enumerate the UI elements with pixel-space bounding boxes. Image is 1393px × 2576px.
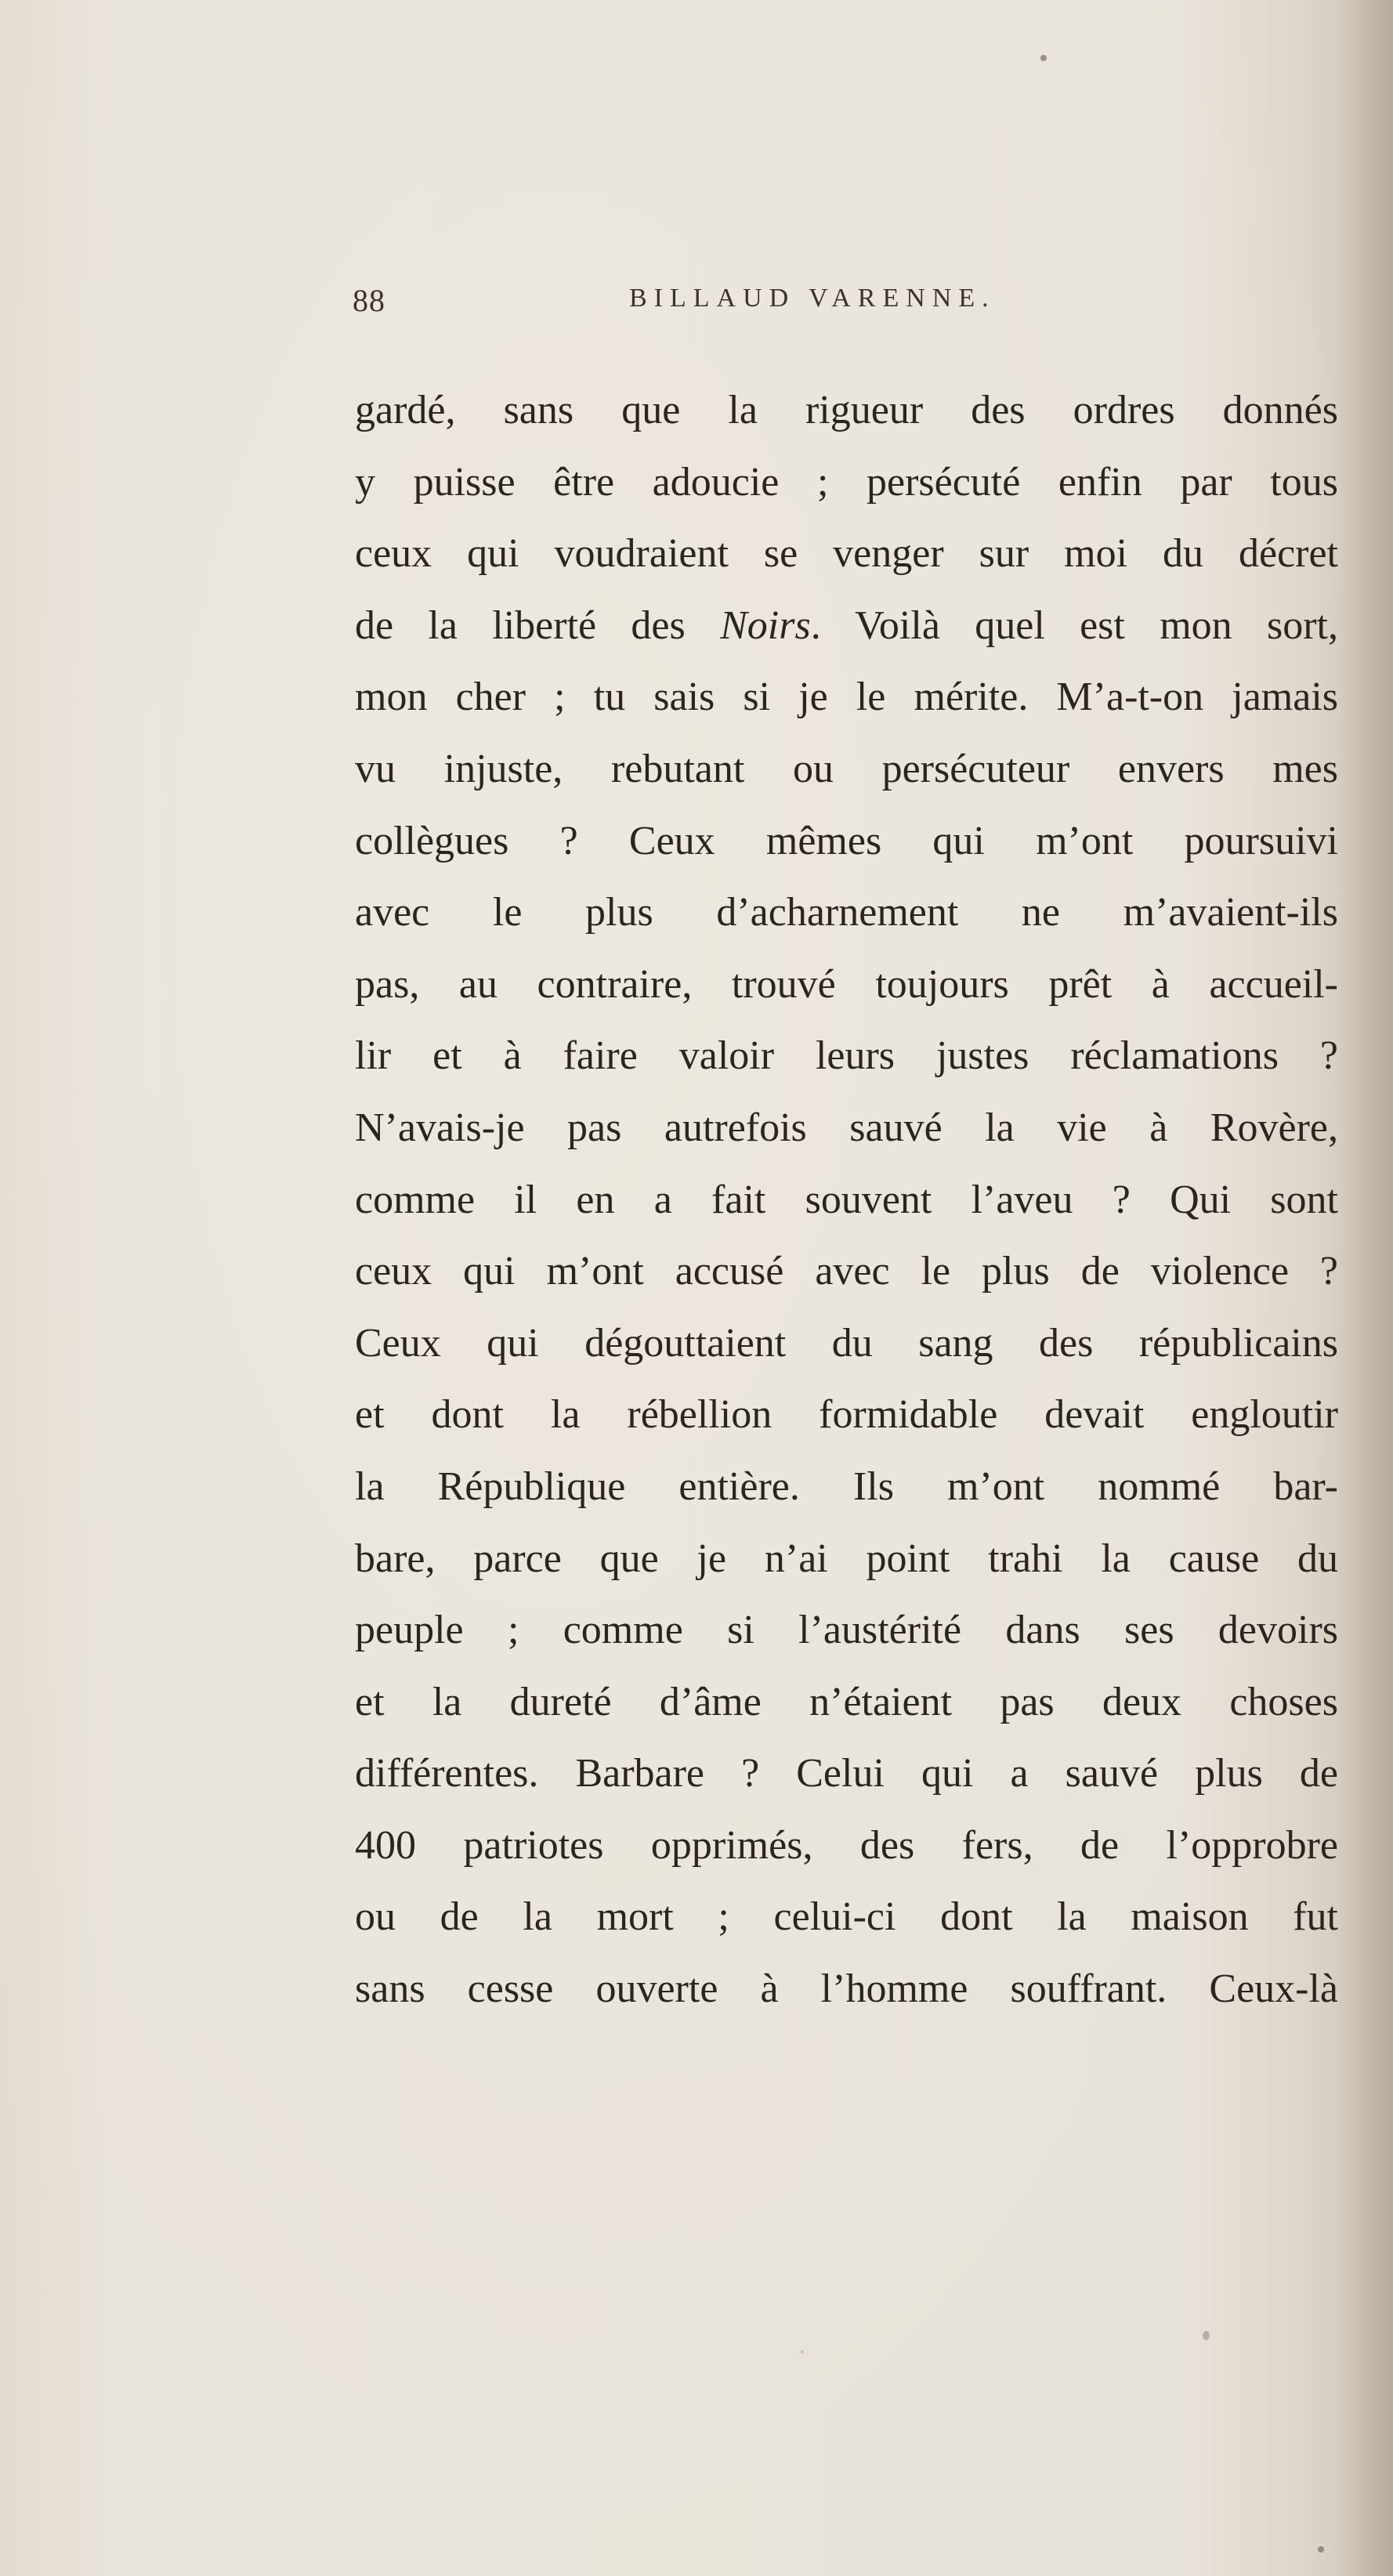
text-line: ceux qui m’ont accusé avec le plus de violence ?: [355, 1249, 1338, 1294]
text-line: 400 patriotes opprimés, des fers, de l’opprobre: [355, 1822, 1338, 1868]
text-line: mon cher ; tu sais si je le mérite. M’a-t-on jamais: [355, 675, 1338, 720]
text-line: y puisse être adoucie ; persécuté enfin par tous: [355, 459, 1338, 505]
text-line: différentes. Barbare ? Celui qui a sauvé plus de: [355, 1751, 1338, 1796]
text-line: de la liberté des Noirs. Voilà quel est mon sort,: [355, 602, 1338, 648]
text-line: gardé, sans que la rigueur des ordres donnés: [355, 388, 1338, 432]
text-line: Ceux qui dégouttaient du sang des républicains: [355, 1320, 1338, 1366]
paper-speck: [1318, 2546, 1324, 2552]
text-line: pas, au contraire, trouvé toujours prêt à accueil-: [355, 961, 1338, 1007]
page-gutter-shadow: [1338, 0, 1393, 2576]
italic-word: Noirs: [720, 602, 811, 648]
running-head: BILLAUD VARENNE.: [629, 284, 996, 313]
paper-speck: [801, 2350, 804, 2353]
text-line: ou de la mort ; celui-ci dont la maison fut: [355, 1894, 1338, 1940]
text-line: peuple ; comme si l’austérité dans ses devoirs: [355, 1608, 1338, 1653]
text-line: sans cesse ouverte à l’homme souffrant. Ceux-là: [355, 1966, 1338, 2012]
text-line: et dont la rébellion formidable devait engloutir: [355, 1392, 1338, 1438]
body-text: [355, 374, 1338, 2025]
page-number: 88: [353, 283, 385, 318]
text-line: et la dureté d’âme n’étaient pas deux choses: [355, 1679, 1338, 1724]
text-line: avec le plus d’acharnement ne m’avaient-ils: [355, 890, 1338, 935]
paper-speck: [1203, 2331, 1210, 2340]
text-line: N’avais-je pas autrefois sauvé la vie à Rovère,: [355, 1105, 1338, 1150]
text-line: vu injuste, rebutant ou persécuteur envers mes: [355, 746, 1338, 791]
paper-speck: [1040, 55, 1047, 61]
text-line: collègues ? Ceux mêmes qui m’ont poursuivi: [355, 818, 1338, 863]
page-header: [353, 282, 1387, 329]
text-line: la République entière. Ils m’ont nommé bar-: [355, 1463, 1338, 1509]
text-line: bare, parce que je n’ai point trahi la cause du: [355, 1536, 1338, 1581]
text-line: comme il en a fait souvent l’aveu ? Qui sont: [355, 1177, 1338, 1222]
text-line: lir et à faire valoir leurs justes réclamations ?: [355, 1033, 1338, 1079]
text-line: ceux qui voudraient se venger sur moi du décret: [355, 531, 1338, 577]
